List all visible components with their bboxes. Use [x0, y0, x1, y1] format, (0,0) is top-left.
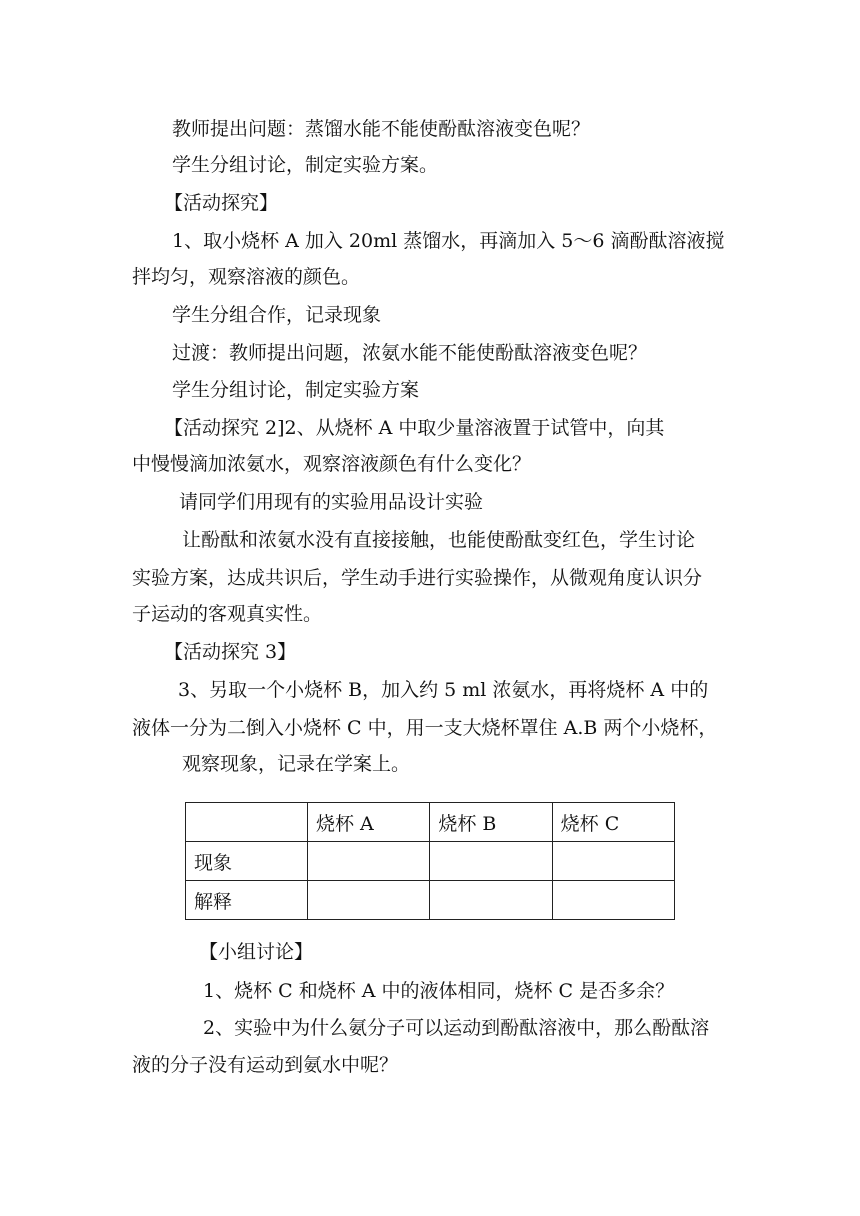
section-heading: 【小组讨论】 — [199, 941, 314, 963]
section-heading: 【活动探究 3】 — [164, 641, 297, 663]
text-line: 观察现象，记录在学案上。 — [182, 753, 411, 775]
table-cell: 烧杯 C — [552, 803, 674, 842]
text-line: 液的分子没有运动到氨水中呢？ — [132, 1054, 399, 1076]
observation-table — [185, 802, 675, 920]
table-row — [186, 842, 675, 881]
text-line: 请同学们用现有的实验用品设计实验 — [179, 491, 484, 513]
table-cell — [552, 881, 674, 920]
section-heading: 【活动探究】 — [164, 192, 279, 214]
section-heading: 【活动探究 2]2、从烧杯 A 中取少量溶液置于试管中，向其 — [164, 417, 665, 439]
table-cell — [552, 842, 674, 881]
table-cell: 现象 — [186, 842, 308, 881]
text-line: 过渡：教师提出问题，浓氨水能不能使酚酞溶液变色呢？ — [172, 342, 648, 364]
text-line: 拌均匀，观察溶液的颜色。 — [132, 266, 361, 288]
table-cell: 烧杯 B — [430, 803, 552, 842]
text-line: 液体一分为二倒入小烧杯 C 中，用一支大烧杯罩住 A.B 两个小烧杯， — [132, 717, 718, 739]
table-header-row — [186, 803, 675, 842]
table-cell — [186, 803, 308, 842]
table-cell — [430, 842, 552, 881]
text-line: 3、另取一个小烧杯 B，加入约 5 ml 浓氨水，再将烧杯 A 中的 — [178, 679, 709, 701]
text-line: 子运动的客观真实性。 — [132, 603, 323, 625]
text-line: 1、取小烧杯 A 加入 20ml 蒸馏水，再滴加入 5～6 滴酚酞溶液搅 — [172, 230, 725, 252]
text-line: 1、烧杯 C 和烧杯 A 中的液体相同，烧杯 C 是否多余？ — [203, 980, 675, 1002]
table-cell: 烧杯 A — [308, 803, 430, 842]
table-row — [186, 881, 675, 920]
table-cell — [308, 881, 430, 920]
text-line: 让酚酞和浓氨水没有直接接触，也能使酚酞变红色，学生讨论 — [182, 529, 696, 551]
table-cell: 解释 — [186, 881, 308, 920]
table-cell — [430, 881, 552, 920]
text-line: 教师提出问题：蒸馏水能不能使酚酞溶液变色呢？ — [172, 118, 591, 140]
text-line: 2、实验中为什么氨分子可以运动到酚酞溶液中，那么酚酞溶 — [203, 1017, 710, 1039]
text-line: 学生分组讨论，制定实验方案 — [172, 379, 420, 401]
text-line: 学生分组讨论，制定实验方案。 — [172, 154, 439, 176]
text-line: 中慢慢滴加浓氨水，观察溶液颜色有什么变化？ — [132, 453, 532, 475]
table-cell — [308, 842, 430, 881]
text-line: 学生分组合作，记录现象 — [172, 304, 382, 326]
text-line: 实验方案，达成共识后，学生动手进行实验操作，从微观角度认识分 — [132, 567, 703, 589]
